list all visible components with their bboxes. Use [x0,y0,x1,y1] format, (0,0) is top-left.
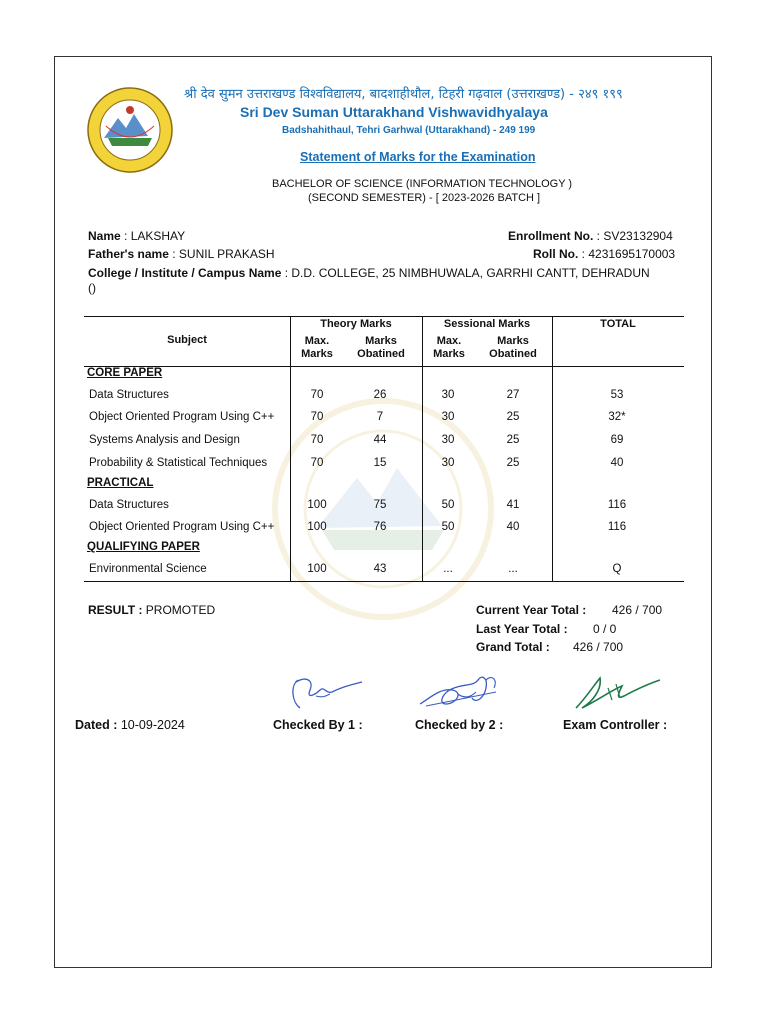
university-address: Badshahithaul, Tehri Garhwal (Uttarakhand) - 249 199 [282,125,536,136]
roll-row: Roll No. : 4231695170003 [533,247,676,261]
section-title: CORE PAPER [87,367,163,379]
hindi-title: श्री देव सुमन उत्तराखण्ड विश्वविद्यालय, बादशाहीथौल, टिहरी गढ़वाल (उत्तराखण्ड) - २४९ १९९ [184,87,623,102]
grand-total-value: 426 / 700 [573,640,624,654]
last-year-value: 0 / 0 [593,622,617,636]
sessional-max-cell: 30 [441,411,455,423]
theory-obt-cell: 15 [373,457,387,469]
dated-label: Dated : [75,718,118,732]
theory-header: Theory Marks [320,318,392,330]
father-name: SUNIL PRAKASH [178,247,275,261]
sessional-max-header: Max. Marks [433,335,465,360]
sessional-max-cell: ... [443,563,453,575]
college-row: College / Institute / Campus Name : D.D. COLLEGE, 25 NIMBHUWALA, GARRHI CANTT, DEHRADUN [88,266,650,280]
name-label: Name [88,229,121,243]
sessional-obt-header: Marks Obatined [489,335,537,360]
theory-obt-header: Marks Obatined [357,335,405,360]
college-extra: () [88,281,96,295]
enrollment-row: Enrollment No. : SV23132904 [508,229,673,243]
total-cell: 53 [610,389,624,401]
table-header-border [84,366,684,367]
dated-value: 10-09-2024 [120,718,185,732]
theory-max-cell: 70 [310,411,324,423]
subject-cell: Environmental Science [89,563,207,575]
father-name-row: Father's name : SUNIL PRAKASH [88,247,275,261]
total-cell: 40 [610,457,624,469]
theory-obt-cell: 26 [373,389,387,401]
enrollment-number: SV23132904 [603,229,673,243]
section-title: PRACTICAL [87,477,154,489]
checked-by-2-label: Checked by 2 : [415,718,504,732]
sessional-obt-cell: 25 [506,411,520,423]
table-top-border [84,316,684,317]
sessional-obt-cell: 25 [506,457,520,469]
sessional-max-cell: 50 [441,499,455,511]
statement-title: Statement of Marks for the Examination [300,150,536,164]
total-header: TOTAL [600,318,636,330]
theory-max-cell: 70 [310,389,324,401]
theory-obt-cell: 44 [373,434,387,446]
subject-cell: Data Structures [89,389,169,401]
subject-cell: Object Oriented Program Using C++ [89,521,275,533]
current-year-label: Current Year Total : [476,603,587,617]
semester-batch: (SECOND SEMESTER) - [ 2023-2026 BATCH ] [308,192,541,204]
controller-signature [572,670,668,714]
total-cell: 116 [607,521,627,533]
result-value: PROMOTED [145,603,216,617]
subject-cell: Data Structures [89,499,169,511]
university-name: Sri Dev Suman Uttarakhand Vishwavidhyalaya [240,104,548,120]
section-title: QUALIFYING PAPER [87,541,200,553]
total-cell: 32* [608,411,626,423]
student-name: LAKSHAY [130,229,186,243]
father-label: Father's name [88,247,169,261]
subject-header: Subject [167,334,207,346]
subject-cell: Systems Analysis and Design [89,434,240,446]
result-label: RESULT : [88,603,143,617]
theory-max-cell: 70 [310,457,324,469]
sessional-max-cell: 30 [441,434,455,446]
sessional-max-cell: 50 [441,521,455,533]
total-cell: 116 [607,499,627,511]
subject-cell: Object Oriented Program Using C++ [89,411,275,423]
university-seal-icon [86,86,174,174]
theory-obt-cell: 43 [373,563,387,575]
checked-by-1-label: Checked By 1 : [273,718,363,732]
theory-max-cell: 70 [310,434,324,446]
theory-max-cell: 100 [307,563,327,575]
checker1-signature [286,672,372,712]
sessional-max-cell: 30 [441,389,455,401]
program-name: BACHELOR OF SCIENCE (INFORMATION TECHNOLOGY ) [272,178,573,190]
theory-obt-cell: 7 [376,411,384,423]
last-year-label: Last Year Total : [476,622,568,636]
college-name: D.D. COLLEGE, 25 NIMBHUWALA, GARRHI CANTT, DEHRADUN [291,266,650,280]
student-name-row: Name : LAKSHAY [88,229,186,243]
sessional-obt-cell: 25 [506,434,520,446]
subject-cell: Probability & Statistical Techniques [89,457,268,469]
dated-row [75,718,185,732]
result-row [88,603,215,617]
sessional-obt-cell: 41 [506,499,520,511]
table-divider [552,316,553,581]
roll-number: 4231695170003 [588,247,676,261]
theory-max-cell: 100 [307,521,327,533]
current-year-value: 426 / 700 [612,603,663,617]
sessional-obt-cell: 40 [506,521,520,533]
total-cell: 69 [610,434,624,446]
theory-obt-cell: 76 [373,521,387,533]
roll-label: Roll No. [533,247,579,261]
table-bottom-border [84,581,684,582]
checker2-signature [416,670,512,716]
sessional-obt-cell: 27 [506,389,520,401]
theory-max-cell: 100 [307,499,327,511]
theory-obt-cell: 75 [373,499,387,511]
grand-total-label: Grand Total : [476,640,550,654]
enrollment-label: Enrollment No. [508,229,594,243]
sessional-max-cell: 30 [441,457,455,469]
exam-controller-label: Exam Controller : [563,718,668,732]
college-label: College / Institute / Campus Name [88,266,282,280]
theory-max-header: Max. Marks [301,335,333,360]
sessional-header: Sessional Marks [443,318,531,330]
marks-table [84,316,684,582]
total-cell: Q [612,563,622,575]
sessional-obt-cell: ... [508,563,518,575]
